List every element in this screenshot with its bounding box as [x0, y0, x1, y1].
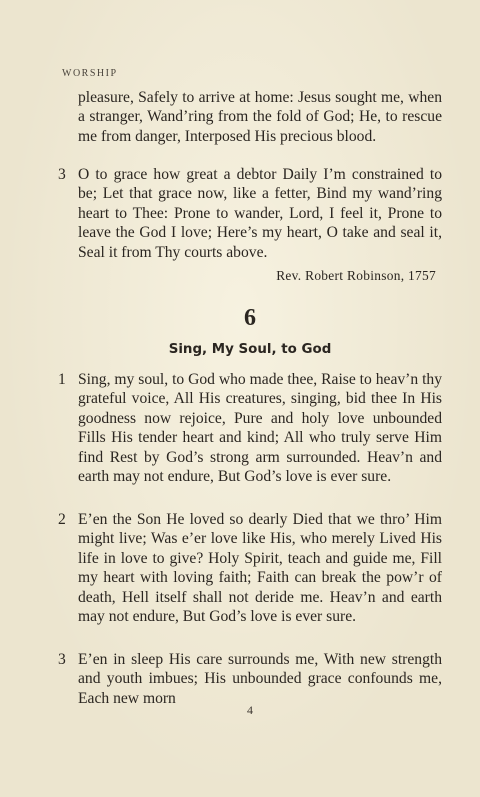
verse: [58, 370, 442, 486]
verse-number: 3: [58, 166, 66, 183]
verse-number: 2: [58, 511, 66, 528]
verse: [58, 165, 442, 262]
hymn-verse-1: [58, 370, 442, 486]
verse-text: E’en in sleep His care surrounds me, With new strength and youth imbues; His unbounded grace confounds me, Each new morn: [78, 651, 442, 707]
hymn-number: 6: [244, 305, 256, 331]
verse-text: Sing, my soul, to God who made thee, Raise to heav’n thy grateful voice, All His creatures, singing, bid thee In His goodness now rejoice, Pure and holy love unbounded Fills His tender heart and kind; All who truly serve Him find Rest by God’s strong arm surrounded. Heav’n and earth may not endure, But God’s love is ever sure.: [78, 371, 442, 486]
verse-number: 1: [58, 371, 66, 388]
running-head: WORSHIP: [62, 68, 118, 79]
page-number: 4: [247, 703, 253, 717]
hymn-title: Sing, My Soul, to God: [168, 342, 332, 357]
hymn-author: Rev. Robert Robinson, 1757: [276, 268, 436, 283]
verse: [58, 650, 442, 708]
continued-verse-text: pleasure, Safely to arrive at home: Jesus sought me, when a stranger, Wand’ring from the fold of God; He, to rescue me from danger, Interposed His precious blood.: [78, 89, 442, 145]
verse-number: 3: [58, 651, 66, 668]
verse-text: E’en the Son He loved so dearly Died that we thro’ Him might live; Was e’er love like His, who merely Lived His life in love to give? Holy Spirit, teach and guide me, Fill my heart with loving faith; Faith can break the pow’r of death, Hell itself shall not deride me. Heav’n and earth may not endure, But God’s love is ever sure.: [78, 511, 442, 626]
continued-verse: [58, 88, 442, 146]
hymn-verse-3: [58, 650, 442, 708]
hymn-verse-2: [58, 510, 442, 626]
verse: [58, 510, 442, 626]
previous-hymn-verse-3: [58, 165, 442, 262]
verse-text: O to grace how great a debtor Daily I’m constrained to be; Let that grace now, like a fetter, Bind my wand’ring heart to Thee: Prone to wander, Lord, I feel it, Prone to leave the God I love; Here’s my heart, O take and seal it, Seal it from Thy courts above.: [78, 166, 442, 261]
